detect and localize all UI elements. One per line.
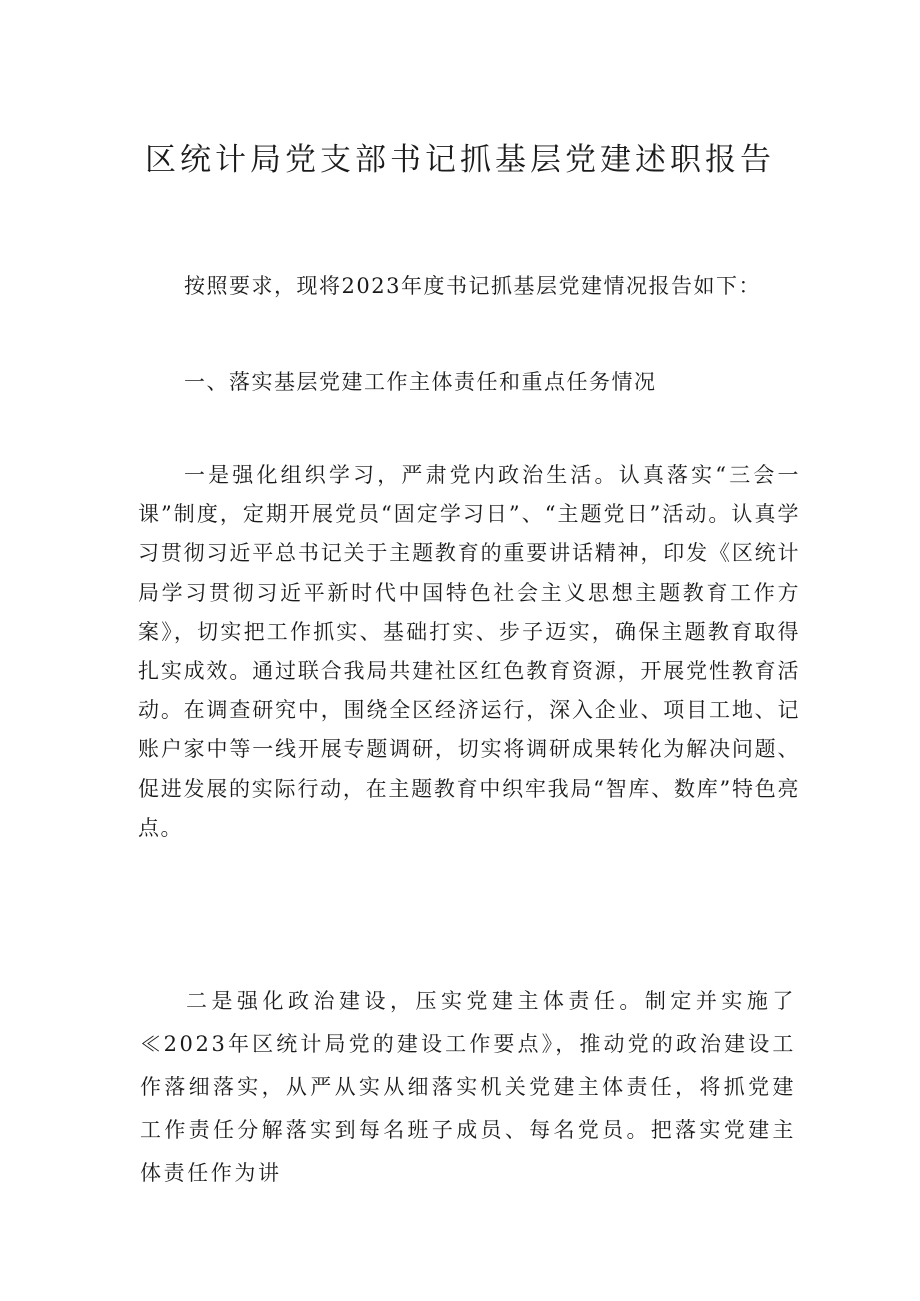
body-paragraph-2: 二是强化政治建设，压实党建主体责任。制定并实施了≪2023年区统计局党的建设工作要点》，推动党的政治建设工作落细落实，从严从实从细落实机关党建主体责任，将抓党建工作责任分解落实到每名班子成员、每名党员。把落实党建主体责任作为讲 [140,989,796,1185]
body-paragraph-1: 一是强化组织学习，严肃党内政治生活。认真落实“三会一课”制度，定期开展党员“固定学习日”、“主题党日”活动。认真学习贯彻习近平总书记关于主题教育的重要讲话精神，印发《区统计局学习贯彻习近平新时代中国特色社会主义思想主题教育工作方案》，切实把工作抓实、基础打实、步子迈实，确保主题教育取得扎实成效。通过联合我局共建社区红色教育资源，开展党性教育活动。在调查研究中，围绕全区经济运行，深入企业、项目工地、记账户家中等一线开展专题调研，切实将调研成果转化为解决问题、促进发展的实际行动，在主题教育中织牢我局“智库、数库”特色亮点。 [138,463,800,840]
intro-paragraph: 按照要求，现将2023年度书记抓基层党建情况报告如下： [184,274,761,298]
section-heading: 一、落实基层党建工作主体责任和重点任务情况 [184,370,657,394]
document-title: 区统计局党支部书记抓基层党建述职报告 [145,142,775,178]
